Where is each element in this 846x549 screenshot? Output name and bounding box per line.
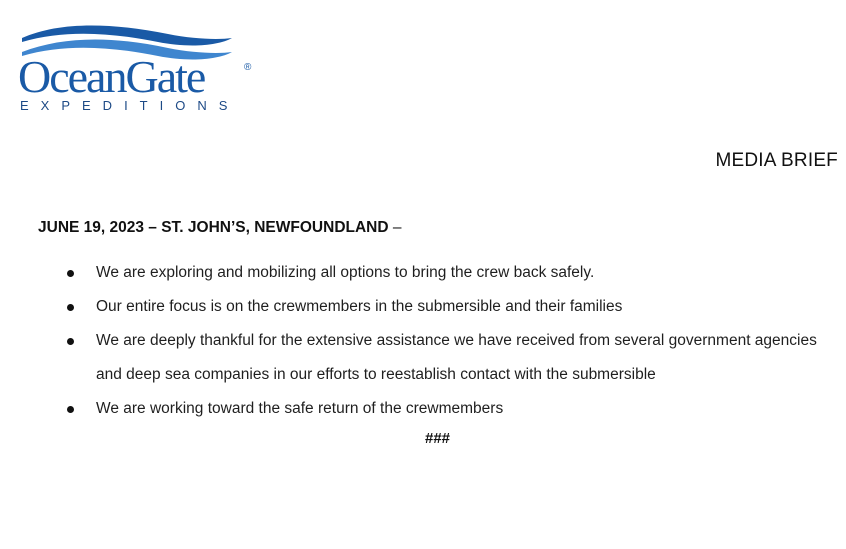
bullet-dot-icon	[67, 406, 74, 413]
bullet-text: Our entire focus is on the crewmembers in the submersible and their families	[96, 298, 623, 315]
media-brief-heading: MEDIA BRIEF	[715, 150, 838, 171]
bullet-item	[96, 256, 826, 290]
end-mark: ###	[425, 430, 451, 447]
dateline-text: JUNE 19, 2023 – ST. JOHN’S, NEWFOUNDLAND	[38, 219, 389, 236]
bullet-text: We are exploring and mobilizing all options to bring the crew back safely.	[96, 264, 595, 281]
bullet-dot-icon	[67, 338, 74, 345]
bullet-dot-icon	[67, 270, 74, 277]
logo-subtitle: EXPEDITIONS	[20, 98, 240, 113]
bullet-item	[96, 392, 826, 426]
dateline-dash: –	[388, 219, 402, 236]
bullet-item	[96, 324, 826, 392]
bullet-dot-icon	[67, 304, 74, 311]
oceangate-logo	[18, 18, 258, 118]
bullet-text: We are working toward the safe return of the crewmembers	[96, 400, 504, 417]
dateline	[38, 219, 402, 237]
logo-wordmark: OceanGate	[18, 51, 205, 102]
logo-registered-mark: ®	[244, 62, 252, 73]
bullet-item	[96, 290, 826, 324]
bullet-text: We are deeply thankful for the extensive assistance we have received from several government agencies and deep sea companies in our efforts to reestablish contact with the submersible	[96, 332, 817, 383]
